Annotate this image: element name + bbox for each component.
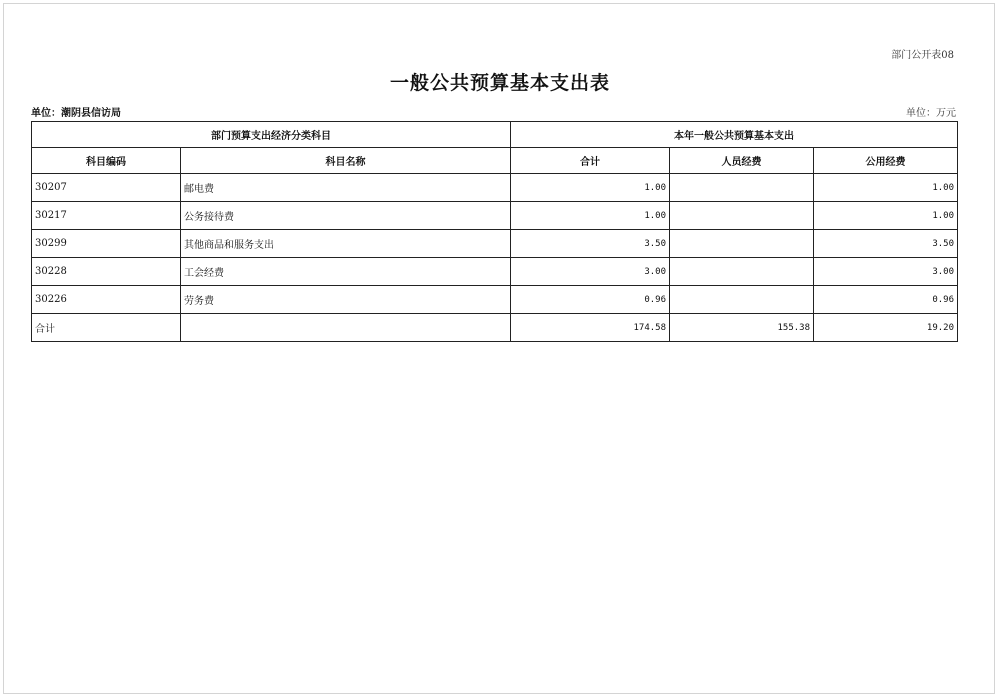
table-row — [32, 258, 958, 286]
table-row — [32, 286, 958, 314]
row-public: 3.00 — [814, 258, 958, 286]
total-row — [32, 314, 958, 342]
currency-unit: 单位：万元 — [906, 108, 956, 119]
row-code: 30228 — [32, 258, 181, 286]
row-total: 3.00 — [511, 258, 670, 286]
row-public: 0.96 — [814, 286, 958, 314]
row-total: 1.00 — [511, 174, 670, 202]
row-personnel — [670, 286, 814, 314]
public-column-header: 公用经费 — [814, 148, 958, 174]
row-public: 3.50 — [814, 230, 958, 258]
row-name: 邮电费 — [181, 174, 511, 202]
page-title: 一般公共预算基本支出表 — [389, 72, 610, 94]
form-code: 部门公开表08 — [891, 50, 954, 61]
row-total: 1.00 — [511, 202, 670, 230]
row-name: 公务接待费 — [181, 202, 511, 230]
column-header-row — [32, 148, 958, 174]
table-row — [32, 174, 958, 202]
group-header-row — [32, 122, 958, 148]
personnel-column-header: 人员经费 — [670, 148, 814, 174]
total-personnel: 155.38 — [670, 314, 814, 342]
organization-unit: 单位：潮阴县信访局 — [31, 108, 121, 119]
row-total: 3.50 — [511, 230, 670, 258]
row-personnel — [670, 258, 814, 286]
total-public: 19.20 — [814, 314, 958, 342]
total-label: 合计 — [32, 314, 181, 342]
row-code: 30299 — [32, 230, 181, 258]
row-name: 其他商品和服务支出 — [181, 230, 511, 258]
name-column-header: 科目名称 — [181, 148, 511, 174]
total-column-header: 合计 — [511, 148, 670, 174]
code-column-header: 科目编码 — [32, 148, 181, 174]
row-public: 1.00 — [814, 202, 958, 230]
row-name: 劳务费 — [181, 286, 511, 314]
row-code: 30207 — [32, 174, 181, 202]
row-personnel — [670, 230, 814, 258]
row-code: 30217 — [32, 202, 181, 230]
row-name: 工会经费 — [181, 258, 511, 286]
expenditure-group-header: 本年一般公共预算基本支出 — [511, 122, 958, 148]
row-personnel — [670, 174, 814, 202]
row-code: 30226 — [32, 286, 181, 314]
budget-table — [31, 121, 958, 342]
page-border — [3, 3, 995, 694]
classification-group-header: 部门预算支出经济分类科目 — [32, 122, 511, 148]
table-row — [32, 202, 958, 230]
grand-total: 174.58 — [511, 314, 670, 342]
table-row — [32, 230, 958, 258]
row-personnel — [670, 202, 814, 230]
row-total: 0.96 — [511, 286, 670, 314]
total-name — [181, 314, 511, 342]
row-public: 1.00 — [814, 174, 958, 202]
